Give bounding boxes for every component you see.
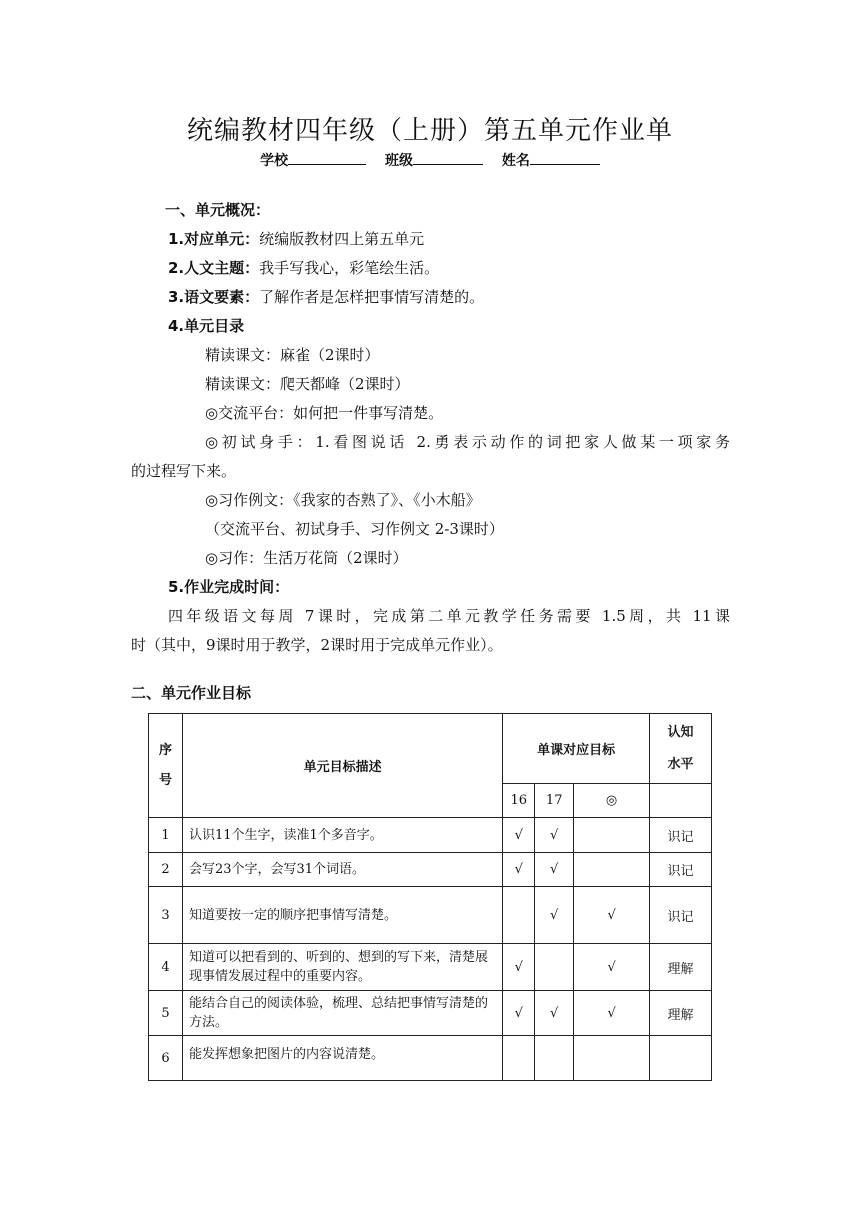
unit-item-4-label: 4.单元目录 bbox=[168, 317, 245, 335]
unit-item-2-label: 2.人文主题： bbox=[168, 259, 260, 277]
row-check-16 bbox=[503, 1036, 535, 1081]
document-title: 统编教材四年级（上册）第五单元作业单 bbox=[186, 116, 673, 146]
row-check-17 bbox=[535, 1036, 574, 1081]
student-info-line bbox=[0, 150, 860, 170]
name-blank[interactable] bbox=[530, 152, 600, 165]
row-check-16: √ bbox=[503, 944, 535, 991]
subheader-17: 17 bbox=[535, 784, 574, 818]
row-seq: 2 bbox=[149, 853, 183, 887]
header-seq: 序号 bbox=[149, 714, 183, 818]
row-check-16: √ bbox=[503, 991, 535, 1036]
table-row bbox=[149, 818, 712, 853]
time-text-line-2: 时（其中，9课时用于教学，2课时用于完成单元作业）。 bbox=[131, 636, 503, 654]
name-label: 姓名 bbox=[501, 153, 530, 169]
subheader-circle: ◎ bbox=[574, 784, 650, 818]
catalog-line: ◎习作例文：《我家的杏熟了》、《小木船》 bbox=[205, 491, 481, 509]
row-level: 识记 bbox=[650, 818, 712, 853]
row-desc: 会写23个字，会写31个词语。 bbox=[182, 853, 502, 887]
row-level: 理解 bbox=[650, 991, 712, 1036]
subheader-empty bbox=[650, 784, 712, 818]
catalog-line: ◎习作：生活万花筒（2课时） bbox=[205, 549, 408, 567]
row-check-17: √ bbox=[535, 818, 574, 853]
row-seq: 6 bbox=[149, 1036, 183, 1081]
row-level: 理解 bbox=[650, 944, 712, 991]
unit-item-1 bbox=[168, 229, 424, 249]
row-level: 识记 bbox=[650, 853, 712, 887]
row-check-17: √ bbox=[535, 991, 574, 1036]
catalog-line: （交流平台、初试身手、习作例文 2-3课时） bbox=[205, 520, 504, 538]
header-cog-level: 认知水平 bbox=[650, 714, 712, 784]
row-check-circle: √ bbox=[574, 991, 650, 1036]
school-label: 学校 bbox=[260, 153, 289, 169]
header-desc: 单元目标描述 bbox=[182, 714, 502, 818]
row-check-17 bbox=[535, 944, 574, 991]
row-check-16: √ bbox=[503, 853, 535, 887]
row-check-circle bbox=[574, 853, 650, 887]
unit-item-1-label: 1.对应单元： bbox=[168, 230, 260, 248]
unit-item-3-value: 了解作者是怎样把事情写清楚的。 bbox=[259, 288, 485, 306]
catalog-line: 精读课文：爬天都峰（2课时） bbox=[205, 375, 410, 393]
row-check-16 bbox=[503, 887, 535, 944]
unit-item-1-value: 统编版教材四上第五单元 bbox=[259, 230, 425, 248]
unit-item-5-label: 5.作业完成时间： bbox=[168, 578, 290, 596]
class-blank[interactable] bbox=[413, 152, 483, 165]
unit-item-2 bbox=[168, 258, 439, 278]
row-desc: 认识11个生字，读准1个多音字。 bbox=[182, 818, 502, 853]
row-check-circle: √ bbox=[574, 887, 650, 944]
row-desc: 知道要按一定的顺序把事情写清楚。 bbox=[182, 887, 502, 944]
row-level bbox=[650, 1036, 712, 1081]
goals-table bbox=[148, 713, 712, 1081]
catalog-line: ◎初试身手：1.看图说话 2.勇表示动作的词把家人做某一项家务 bbox=[205, 433, 730, 451]
school-blank[interactable] bbox=[288, 152, 366, 165]
header-lesson-goal: 单课对应目标 bbox=[503, 714, 650, 784]
table-row bbox=[149, 853, 712, 887]
section2-heading: 二、单元作业目标 bbox=[131, 684, 252, 702]
section1-heading: 一、单元概况： bbox=[165, 201, 271, 219]
unit-item-3-label: 3.语文要素： bbox=[168, 288, 260, 306]
row-seq: 3 bbox=[149, 887, 183, 944]
row-level: 识记 bbox=[650, 887, 712, 944]
class-label: 班级 bbox=[385, 153, 413, 169]
row-check-circle: √ bbox=[574, 944, 650, 991]
row-seq: 4 bbox=[149, 944, 183, 991]
table-row bbox=[149, 1036, 712, 1081]
row-check-17: √ bbox=[535, 853, 574, 887]
row-seq: 1 bbox=[149, 818, 183, 853]
catalog-line: ◎交流平台：如何把一件事写清楚。 bbox=[205, 404, 444, 422]
row-seq: 5 bbox=[149, 991, 183, 1036]
row-desc: 能发挥想象把图片的内容说清楚。 bbox=[182, 1036, 502, 1081]
row-check-circle bbox=[574, 818, 650, 853]
unit-item-3 bbox=[168, 287, 484, 307]
subheader-16: 16 bbox=[503, 784, 535, 818]
table-row bbox=[149, 887, 712, 944]
table-row bbox=[149, 944, 712, 991]
table-row bbox=[149, 991, 712, 1036]
row-desc: 知道可以把看到的、听到的、想到的写下来，清楚展现事情发展过程中的重要内容。 bbox=[182, 944, 502, 991]
unit-item-2-value: 我手写我心，彩笔绘生活。 bbox=[259, 259, 440, 277]
row-check-circle bbox=[574, 1036, 650, 1081]
row-desc: 能结合自己的阅读体验，梳理、总结把事情写清楚的方法。 bbox=[182, 991, 502, 1036]
row-check-17: √ bbox=[535, 887, 574, 944]
row-check-16: √ bbox=[503, 818, 535, 853]
table-header-row bbox=[149, 714, 712, 784]
catalog-line: 的过程写下来。 bbox=[131, 462, 237, 480]
catalog-line: 精读课文：麻雀（2课时） bbox=[205, 346, 380, 364]
time-text-line-1: 四年级语文每周 7课时，完成第二单元教学任务需要 1.5周，共 11课 bbox=[168, 607, 730, 625]
